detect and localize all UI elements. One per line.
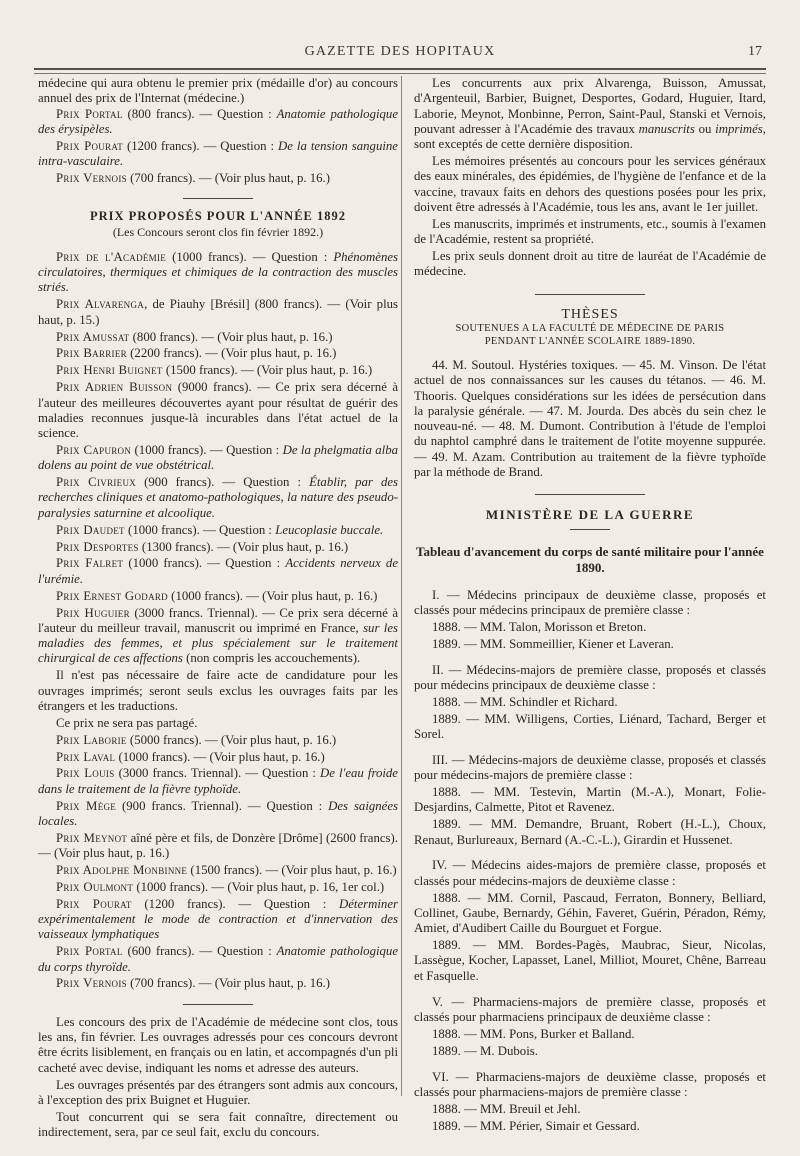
- prize-text: (1200 francs). — Question :: [123, 138, 279, 153]
- prize-text: (1000 francs). — Question :: [131, 442, 283, 457]
- prize-name: Prix Capuron: [56, 442, 132, 457]
- theses-subtitle: [414, 322, 766, 348]
- paragraph-text: ou: [694, 121, 716, 136]
- prize-text: (1000 francs). — Question :: [123, 556, 286, 571]
- prize-text: (700 francs). — (Voir plus haut, p. 16.): [126, 170, 330, 185]
- closing-paragraph: Les ouvrages présentés par des étrangers sont admis aux concours, à l'exception des prix Buignet et Huguier.: [38, 1077, 398, 1107]
- prize-text: (900 francs. Triennal). — Question :: [116, 798, 329, 813]
- italic-term: imprimés: [715, 121, 763, 136]
- prize-name: Prix Meynot: [56, 830, 128, 845]
- prize-entry: [38, 139, 398, 170]
- section-spacer: [414, 1136, 766, 1145]
- prize-name: Prix Portal: [56, 944, 123, 959]
- page-number: 17: [748, 44, 762, 59]
- paragraph-text: , sont exceptés de cette dernière disposition.: [414, 121, 766, 152]
- promotion-line: 1888. — MM. Cornil, Pascaud, Ferraton, Bonnery, Belliard, Collinet, Gaube, Bernardy, Géhin, Faveret, Guérin, Péradon, Rémy, Amiet, d'Audibert Caille du Bourguet et Forgue.: [414, 890, 766, 936]
- prize-name: Prix Daudet: [56, 522, 125, 537]
- prize-name: Prix Barrier: [56, 346, 127, 361]
- prize-text: (1000 francs). — (Voir plus haut, p. 16.): [115, 749, 325, 764]
- ornament-rule: [535, 294, 645, 295]
- section-heading: II. — Médecins-majors de première classe, proposés et classés pour médecins principaux de deuxième classe :: [414, 662, 766, 692]
- prize-list-1892-continued: [38, 733, 398, 992]
- journal-title: GAZETTE DES HOPITAUX: [304, 44, 496, 59]
- section-spacer: [414, 986, 766, 995]
- closing-paragraph: Les concours des prix de l'Académie de médecine sont clos, tous les ans, fin février. Les ouvrages adressés pour ces concours devront être écrits lisiblement, en français ou en latin, et accompagnés d'un pli cacheté avec devise, indiquant les noms et adresse des auteurs.: [38, 1014, 398, 1075]
- prize-entry: [38, 944, 398, 975]
- prize-name: Prix Desportes: [56, 539, 139, 554]
- prize-entry: [38, 250, 398, 296]
- promotion-line: 1889. — MM. Willigens, Corties, Liénard, Tachard, Berger et Sorel.: [414, 711, 766, 741]
- prize-entry: [38, 606, 398, 667]
- prize-entry: [38, 880, 398, 895]
- prize-entry: [38, 831, 398, 862]
- short-rule: [570, 529, 610, 530]
- column-divider: [401, 76, 402, 1096]
- prize-name: Prix Henri Buignet: [56, 363, 163, 378]
- body-paragraph: Les mémoires présentés au concours pour les services généraux des eaux minérales, des épidémies, de l'hygiène de l'enfance et de la vaccine, travaux faits en dehors des questions posées pour les prix, doivent être adressés à l'Académie, tous les ans, avant le 1er juillet.: [414, 154, 766, 214]
- prize-question: Accidents nerveux de l'urémie.: [38, 556, 398, 586]
- prize-question: Des saignées locales.: [38, 798, 399, 828]
- prize-entry: [38, 171, 398, 186]
- prize-entry: [38, 589, 398, 604]
- prize-entry: [38, 799, 398, 830]
- prize-name: Prix Huguier: [56, 605, 130, 620]
- promotion-line: 1888. — MM. Breuil et Jehl.: [432, 1101, 581, 1116]
- prize-name: Prix Vernois: [56, 170, 127, 185]
- prize-name: Prix Pourat: [56, 138, 124, 153]
- prize-list-1892: [38, 250, 398, 667]
- section-spacer: [414, 849, 766, 858]
- prize-name: Prix Adolphe Monbinne: [56, 863, 188, 878]
- prize-text: (1000 francs). — (Voir plus haut, p. 16.): [167, 588, 378, 603]
- promotion-line: 1889. — MM. Demandre, Bruant, Robert (H.-L.), Choux, Renaut, Burlureaux, Bernard (A.-C.-L.), Girardin et Hussenet.: [414, 817, 766, 847]
- prize-entry: [38, 750, 398, 765]
- prize-name: Prix Mège: [56, 798, 117, 813]
- prize-question: Établir, par des recherches cliniques et anatomo-pathologiques, la nature des pseudo-paralysies saturnine et alcoolique.: [38, 475, 399, 520]
- prize-question: Anatomie pathologique du corps thyroïde.: [38, 944, 399, 974]
- section-spacer: [414, 1061, 766, 1070]
- prize-entry: [38, 475, 398, 521]
- section-spacer: [414, 654, 766, 663]
- promotion-line: 1889. — MM. Périer, Simair et Gessard.: [432, 1118, 640, 1133]
- tableau-title: Tableau d'avancement du corps de santé militaire pour l'année 1890.: [416, 543, 764, 575]
- prize-text: (700 francs). — (Voir plus haut, p. 16.): [126, 976, 330, 991]
- section-heading: I. — Médecins principaux de deuxième classe, proposés et classés pour médecins principaux de première classe :: [414, 587, 766, 617]
- prize-text: (5000 francs). — (Voir plus haut, p. 16.): [126, 732, 337, 747]
- prize-text: aîné père et fils, de Donzère [Drôme] (2600 francs). — (Voir plus haut, p. 16.): [38, 830, 398, 861]
- prize-entry: [38, 297, 398, 328]
- promotion-line: 1888. — MM. Talon, Morisson et Breton.: [432, 619, 647, 634]
- prize-question: Déterminer expérimentalement le mode de contraction et d'innervation des vaisseaux lymphatiques: [38, 896, 398, 942]
- prize-text: (1000 francs). — Question :: [124, 522, 276, 537]
- section-subtitle: (Les Concours seront clos fin février 1892.): [112, 224, 324, 239]
- prize-text: (2200 francs). — (Voir plus haut, p. 16.): [126, 346, 337, 361]
- prize-text: (900 francs). — Question :: [136, 475, 310, 490]
- body-paragraph: [414, 76, 766, 152]
- promotion-line: 1888. — MM. Testevin, Martin (M.-A.), Monart, Folie-Desjardins, Calmette, Pitot et Ravenez.: [414, 785, 766, 815]
- theses-list: 44. M. Soutoul. Hystéries toxiques. — 45. M. Vinson. De l'état actuel de nos connaissances sur les causes du tétanos. — 46. M. Thooris. Quelques considérations sur les idées de persécution dans la paralysie générale. — 47. M. Jourda. Des abcès du sein chez le nouveau-né. — 48. M. Dumont. Contribution à l'étude de l'emploi du naphtol camphré dans le traitement de l'otite moyenne suppurée. — 49. M. Azam. Contribution au traitement de la fièvre typhoïde par la méthode de Brand.: [414, 357, 766, 480]
- promotion-line: 1889. — MM. Bordes-Pagès, Maubrac, Sieur, Nicolas, Lassègue, Kocher, Lapasset, Lanel, Milliot, Mouret, Chêne, Barreau et Fasquelle.: [414, 938, 766, 983]
- prize-text: (1000 francs). — Question :: [166, 249, 334, 264]
- prize-question: Anatomie pathologique des érysipèles.: [38, 106, 399, 136]
- prize-name: Prix Louis: [56, 766, 115, 781]
- closing-rule: [183, 1004, 253, 1005]
- section-rule: [183, 198, 253, 199]
- prize-entry: [38, 443, 398, 474]
- prize-name: Prix Oulmont: [56, 879, 134, 894]
- prize-name: Prix Alvarenga: [56, 297, 145, 312]
- left-column: [38, 76, 398, 1142]
- closing-paragraph: Tout concurrent qui se sera fait connaître, directement ou indirectement, sera, par ce seul fait, exclu du concours.: [38, 1109, 398, 1140]
- ornament-rule: [535, 494, 645, 495]
- prize-entry: [38, 766, 398, 797]
- ministry-heading: MINISTÈRE DE LA GUERRE: [485, 507, 695, 523]
- prize-question: De la tension sanguine intra-vasculaire.: [38, 138, 398, 169]
- theses-subtitle-line: SOUTENUES A LA FACULTÉ DE MÉDECINE DE PARIS: [455, 322, 725, 334]
- prize-list-top: [38, 107, 398, 187]
- prize-name: Prix Falret: [56, 556, 124, 571]
- intro-paragraph: médecine qui aura obtenu le premier prix (médaille d'or) au concours annuel des prix de l'Internat (médecine.): [38, 76, 398, 106]
- prize-text: (1500 francs). — (Voir plus haut, p. 16.): [187, 863, 397, 878]
- note-paragraph: Il n'est pas nécessaire de faire acte de candidature pour les ouvrages imprimés; seront seuls exclus les ouvrages faits par les étrangers et les traductions.: [38, 668, 398, 713]
- prize-entry: [38, 863, 398, 878]
- prize-entry: [38, 556, 398, 587]
- section-heading: IV. — Médecins aides-majors de première classe, proposés et classés pour médecins-majors de deuxième classe :: [414, 858, 766, 888]
- paragraph-text: Les concurrents aux prix Alvarenga, Buisson, Amussat, d'Argenteuil, Barbier, Buignet, Desportes, Godard, Huguier, Itard, Laborie, Meynot, Monbinne, Perron, Saint-Paul, Stanski et Vernois, pouvant adresser à l'Académie des travaux: [414, 76, 766, 136]
- prize-name: Prix Laval: [56, 749, 116, 764]
- prize-text: (3000 francs. Triennal). — Question :: [114, 766, 321, 781]
- body-paragraph: Les prix seuls donnent droit au titre de lauréat de l'Académie de médecine.: [414, 249, 766, 279]
- right-column: [414, 76, 766, 1145]
- prize-text: (non compris les accouchements).: [182, 651, 361, 666]
- running-header: [0, 44, 800, 64]
- prize-question: De la phelgmatia alba dolens au point de vue obstétrical.: [38, 442, 398, 473]
- promotion-sections: [414, 588, 766, 1145]
- prize-text: , de Piauhy [Brésil] (800 francs). — (Voir plus haut, p. 15.): [38, 297, 399, 327]
- promotion-line: 1889. — M. Dubois.: [432, 1043, 538, 1058]
- theses-subtitle-line: PENDANT L'ANNÉE SCOLAIRE 1889-1890.: [484, 335, 696, 347]
- prize-text: (800 francs). — Question :: [122, 106, 277, 121]
- prize-name: Prix Amussat: [56, 329, 130, 344]
- prize-entry: [38, 897, 398, 943]
- prize-question: Phénomènes circulatoires, thermiques et chimiques de la contraction des muscles striés.: [38, 249, 398, 295]
- prize-question: Leucoplasie buccale.: [275, 522, 384, 537]
- section-heading: III. — Médecins-majors de deuxième classe, proposés et classés pour médecins-majors de première classe :: [414, 752, 766, 783]
- theses-title: THÈSES: [561, 306, 619, 322]
- prize-text: (1000 francs). — (Voir plus haut, p. 16, 1er col.): [133, 879, 385, 894]
- prize-entry: [38, 976, 398, 991]
- prize-name: Prix Ernest Godard: [56, 588, 168, 603]
- prize-name: Prix Vernois: [56, 976, 127, 991]
- prize-question: De l'eau froide dans le traitement de la fièvre typhoïde.: [38, 766, 398, 796]
- prize-name: Prix Portal: [56, 106, 123, 121]
- prize-name: Prix Civrieux: [56, 475, 137, 490]
- prize-name: Prix Adrien Buisson: [56, 380, 173, 395]
- prize-text: (3000 francs. Triennal). — Ce prix sera décerné à l'auteur du meilleur travail, manuscrit ou imprimé en France,: [38, 605, 399, 635]
- prize-entry: [38, 540, 398, 555]
- prize-name: Prix de l'Académie: [56, 249, 167, 264]
- note-paragraph: Ce prix ne sera pas partagé.: [56, 715, 198, 730]
- promotion-line: 1888. — MM. Schindler et Richard.: [432, 694, 618, 709]
- prize-entry: [38, 346, 398, 361]
- promotion-line: 1888. — MM. Pons, Burker et Balland.: [432, 1026, 635, 1041]
- prize-entry: [38, 380, 398, 441]
- section-title: PRIX PROPOSÉS POUR L'ANNÉE 1892: [89, 209, 347, 224]
- prize-entry: [38, 733, 398, 748]
- prize-entry: [38, 523, 398, 538]
- section-spacer: [414, 744, 766, 753]
- prize-entry: [38, 330, 398, 345]
- prize-entry: [38, 363, 398, 378]
- section-heading: V. — Pharmaciens-majors de première classe, proposés et classés pour pharmaciens principaux de deuxième classe :: [414, 994, 766, 1024]
- header-rule: [34, 68, 766, 74]
- prize-text: (1200 francs). — Question :: [131, 896, 339, 911]
- prize-text: (9000 francs). — Ce prix sera décerné à l'auteur des meilleures découvertes ayant pour résultat de guérir des maladies reconnues jusque-là incurables dans l'état actuel de la science.: [38, 380, 398, 441]
- prize-name: Prix Pourat: [56, 896, 132, 911]
- prize-name: Prix Laborie: [56, 732, 127, 747]
- promotion-line: 1889. — MM. Sommeillier, Kiener et Laveran.: [432, 636, 674, 651]
- prize-entry: [38, 107, 398, 138]
- prize-text: (1500 francs). — (Voir plus haut, p. 16.): [162, 363, 373, 378]
- prize-text: (800 francs). — (Voir plus haut, p. 16.): [129, 329, 333, 344]
- italic-term: manuscrits: [638, 121, 695, 136]
- body-paragraph: Les manuscrits, imprimés et instruments, etc., soumis à l'examen de l'Académie, restent sa propriété.: [414, 216, 766, 247]
- section-heading: VI. — Pharmaciens-majors de deuxième classe, proposés et classés pour pharmaciens-majors de première classe :: [414, 1069, 766, 1099]
- prize-question: sur les maladies des femmes, et plus spécialement sur le traitement chirurgical de ces affections: [38, 620, 398, 666]
- prize-text: (1300 francs). — (Voir plus haut, p. 16.): [138, 539, 349, 554]
- prize-text: (600 francs). — Question :: [122, 944, 277, 959]
